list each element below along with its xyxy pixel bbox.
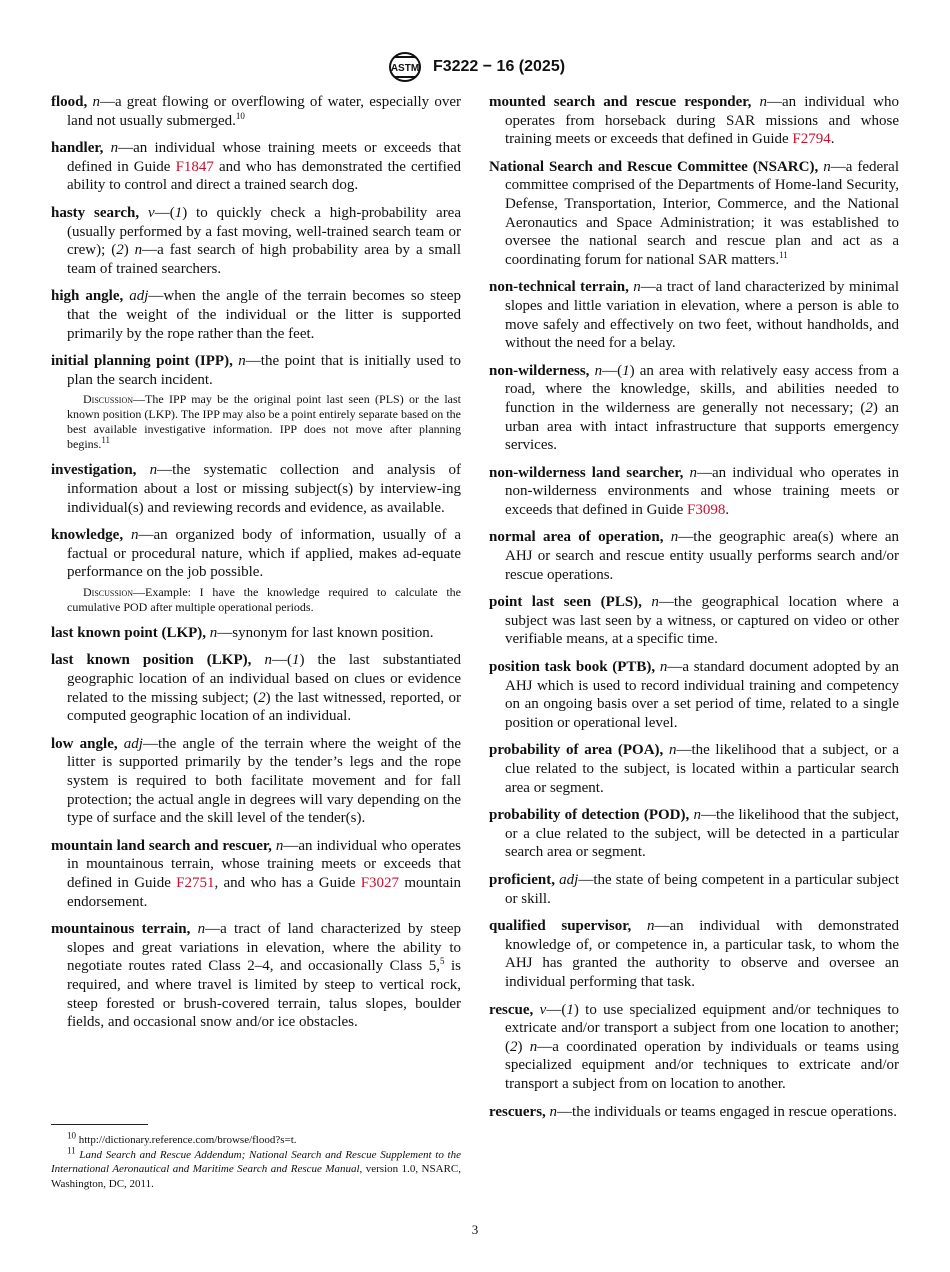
definition-entry: mountain land search and rescuer, n—an individual who operates in mountainous terrain, whose training meets or exceeds that defined in Guide F2751, and who has a Guide F3027 mountain endorsement. xyxy=(51,837,461,910)
page-header xyxy=(0,50,950,84)
standard-link[interactable]: F3098 xyxy=(687,501,726,518)
definition-entry: investigation, n—the systematic collection and analysis of information about a lost or missing subject(s) by interview-ing individual(s) and reviewing records and evidence, as available. xyxy=(51,462,462,516)
footnote-ref: 11 xyxy=(779,249,788,260)
definition-entry: National Search and Rescue Committee (NSARC), n—a federal committee comprised of the Departments of Home-land Security, Defense, Transportation, Interior, Commerce, and the National Aeronautics and Space Administration; it was established to oversee the national search and rescue plan and act as a coordinating forum for national SAR matters.$^{11}$ xyxy=(489,158,899,268)
definition-entry: flood, n—a great flowing or overflowing of water, especially over land not usually submerged.$^{10}$ xyxy=(51,94,461,129)
footnote-ref: 11 xyxy=(101,435,111,446)
definition-entry: last known point (LKP), n—synonym for last known position. xyxy=(51,624,434,641)
definition-entry: last known position (LKP), n—(1) the last substantiated geographic location of an individual based on clues or evidence related to the missing subject; (2) the last witnessed, reported, or computed geographic location of an individual. xyxy=(51,652,462,725)
definition-entry: probability of area (POA), n—the likelihood that a subject, or a clue related to the subject, is located within a particular search area or segment. xyxy=(489,742,900,796)
footnote: $^{10}$ http://dictionary.reference.com/browse/flood?s=t. xyxy=(67,1130,297,1146)
footnote-ref: 5 xyxy=(439,956,445,967)
definition-entry: non-technical terrain, n—a tract of land characterized by minimal slopes and little variation in elevation, where a person is able to move safely and effectively on two feet, without handholds, and without the need for a belay. xyxy=(489,279,899,352)
standard-link[interactable]: F3027 xyxy=(360,875,400,891)
definition-entry: high angle, adj—when the angle of the terrain becomes so steep that the weight of the individual or the litter is supported primarily by the rope rather than the feet. xyxy=(51,288,461,342)
definition-entry: non-wilderness land searcher, n—an individual who operates in non-wilderness environments and whose training meets or exceeds that defined in Guide F3098. xyxy=(489,464,900,518)
definition-entry: point last seen (PLS), n—the geographical location where a subject was last seen by a witness, or captured on video or other verifiable means, at a specific time. xyxy=(489,594,899,648)
definition-entry: position task book (PTB), n—a standard document adopted by an AHJ which is used to record individual training and competency on an ongoing basis over a set period of time, related to a single position or operational level. xyxy=(489,659,900,731)
footnote: $^{11}$ Land Search and Rescue Addendum; National Search and Rescue Supplement to the International Aeronautical and Maritime Search and Rescue Manual, version 1.0, NSARC, Washington, DC, 2011. xyxy=(51,1144,461,1190)
left-column xyxy=(51,93,461,1041)
footnote-divider xyxy=(51,1124,148,1125)
definition-entry: knowledge, n—an organized body of information, usually of a factual or procedural nature, which if applied, makes ad-equate performance on the job possible. xyxy=(51,527,461,581)
standard-link[interactable]: F1847 xyxy=(175,158,214,175)
definition-entry: initial planning point (IPP), n—the point that is initially used to plan the search incident. xyxy=(51,353,462,388)
standard-link[interactable]: F2794 xyxy=(792,131,831,148)
definition-entry: probability of detection (POD), n—the likelihood that the subject, or a clue related to the subject, will be detected in a particular search area or segment. xyxy=(489,807,900,861)
definition-entry: normal area of operation, n—the geographic area(s) where an AHJ or search and rescue entity usually performs search and/or rescue operations. xyxy=(489,529,899,583)
definition-entry: mounted search and rescue responder, n—an individual who operates from horseback during SAR missions and whose training meets or exceeds that defined in Guide F2794. xyxy=(489,94,899,148)
discussion-note: Discussion—Example: I have the knowledge required to calculate the cumulative POD after multiple operational periods. xyxy=(67,584,461,614)
definition-entry: rescuers, n—the individuals or teams engaged in rescue operations. xyxy=(489,1103,897,1120)
page-number: 3 xyxy=(471,1222,479,1237)
definition-entry: mountainous terrain, n—a tract of land characterized by steep slopes and great variations in elevation, where the ability to negotiate routes rated Class 2–4, and occasionally Class 5,$^5$ is required, and where travel is limited by steep to vertical rock, steep forested or brush-covered terrain, talus slopes, boulder fields, and occasional snow and/or ice obstacles. xyxy=(51,921,462,1031)
definition-entry: non-wilderness, n—(1) an area with relatively easy access from a road, where the knowledge, skills, and abilities needed to function in the wilderness are generally not necessary; (2) an urban area with intact infrastructure that supports emergency services. xyxy=(489,362,900,454)
right-column xyxy=(489,93,899,1130)
footnote-ref: 10 xyxy=(235,110,245,121)
definition-entry: hasty search, v—(1) to quickly check a high-probability area (usually performed by a fast moving, well-trained search team or crew); (2) n—a fast search of high probability area by a small team of trained searchers. xyxy=(51,204,462,277)
definition-entry: handler, n—an individual whose training meets or exceeds that defined in Guide F1847 and who has demonstrated the certified ability to control and direct a trained search dog. xyxy=(51,140,461,194)
footnotes xyxy=(51,1130,461,1191)
standard-link[interactable]: F2751 xyxy=(176,875,215,891)
discussion-note: Discussion—The IPP may be the original point last seen (PLS) or the last known position (LKP). The IPP may also be a point entirely separate based on the best available investigative information. IPP does not move after planning begins.$^{11}$ xyxy=(67,392,461,452)
definition-entry: low angle, adj—the angle of the terrain where the weight of the litter is supported primarily by the tender’s legs and the rope system is required to both facilitate movement and for fall protection; the actual angle in degrees will vary depending on the type of surface and the skill level of the tender(s). xyxy=(51,735,462,827)
astm-logo-icon xyxy=(385,51,425,83)
definition-entry: qualified supervisor, n—an individual with demonstrated knowledge of, or competence in, a particular task, to whom the AHJ has granted the authority to observe and oversee an individual performing that task. xyxy=(489,918,899,990)
logo-text: ASTM xyxy=(390,63,420,74)
document-designation: F3222 − 16 (2025) xyxy=(432,58,566,75)
definition-entry: proficient, adj—the state of being competent in a particular subject or skill. xyxy=(489,871,900,907)
definition-entry: rescue, v—(1) to use specialized equipment and/or techniques to extricate and/or transport a subject from one location to another; (2) n—a coordinated operation by individuals or teams using specialized equipment and/or techniques to extricate and/or transport a subject from on location to another. xyxy=(489,1001,899,1092)
